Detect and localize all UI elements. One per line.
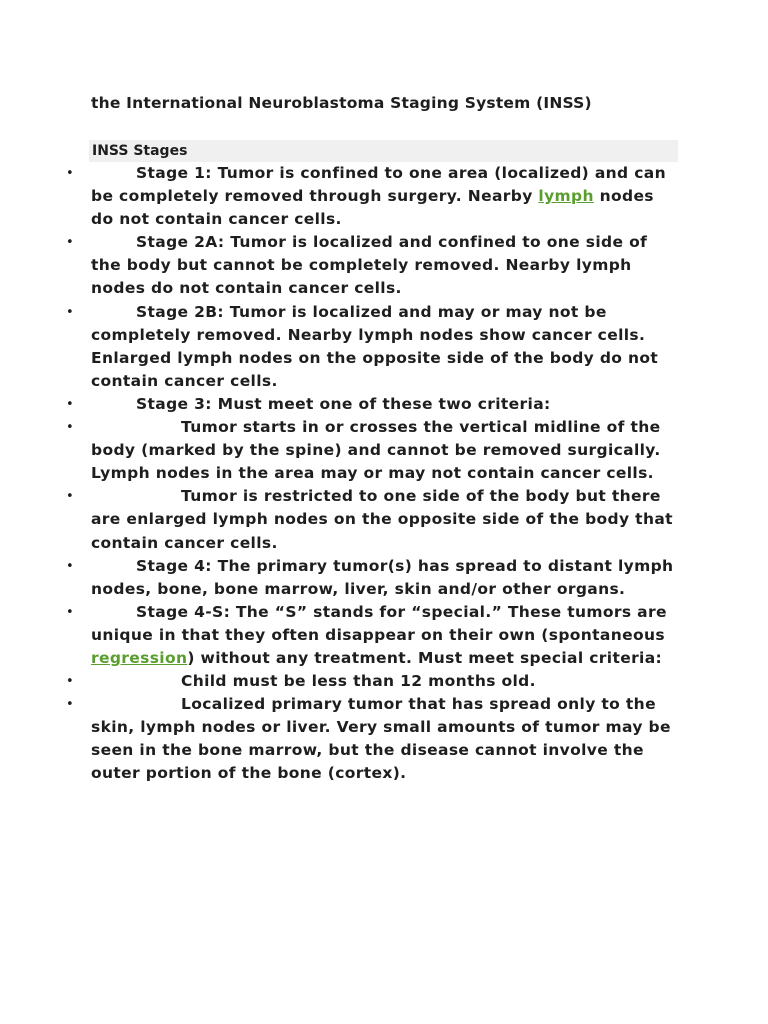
item-text: Child must be less than 12 months old. bbox=[181, 672, 536, 691]
item-text: Tumor is restricted to one side of the body but there are enlarged lymph nodes on the opposite side of the body that contain cancer cells. bbox=[91, 487, 673, 552]
list-item-stage-4s-criterion-2 bbox=[0, 693, 681, 785]
bullet-icon: • bbox=[66, 489, 75, 505]
bullet-icon: • bbox=[66, 396, 75, 412]
item-text: Tumor starts in or crosses the vertical midline of the body (marked by the spine) and cannot be removed surgically. Lymph nodes in the area may or may not contain cancer cells. bbox=[91, 418, 661, 483]
bullet-icon: • bbox=[66, 235, 75, 251]
item-text: Stage 4-S: The “S” stands for “special.” These tumors are unique in that they often disappear on their own (spontaneous bbox=[91, 602, 667, 644]
list-item-stage-3-criterion-1 bbox=[0, 416, 681, 485]
bullet-icon: • bbox=[66, 674, 75, 690]
list-item-stage-3 bbox=[0, 393, 681, 416]
bullet-icon: • bbox=[66, 166, 75, 181]
document-title: the International Neuroblastoma Staging System (INSS) bbox=[91, 94, 592, 112]
stage-list bbox=[0, 162, 768, 786]
list-item-stage-4s-criterion-1 bbox=[0, 670, 681, 693]
list-item-stage-2b bbox=[0, 301, 681, 393]
item-text: Stage 2A: Tumor is localized and confined to one side of the body but cannot be completely removed. Nearby lymph nodes do not contain cancer cells. bbox=[91, 233, 648, 298]
item-text: Stage 4: The primary tumor(s) has spread to distant lymph nodes, bone, bone marrow, liver, skin and/or other organs. bbox=[91, 556, 674, 598]
list-item-stage-3-criterion-2 bbox=[0, 485, 681, 554]
list-item-stage-2a bbox=[0, 231, 681, 300]
bullet-icon: • bbox=[66, 558, 75, 574]
item-text: ) without any treatment. Must meet special criteria: bbox=[187, 648, 663, 667]
regression-link[interactable]: regression bbox=[91, 648, 188, 667]
item-text: Stage 1: Tumor is confined to one area (localized) and can be completely removed through surgery. Nearby bbox=[91, 164, 666, 206]
list-item-stage-4s bbox=[0, 601, 681, 670]
bullet-icon: • bbox=[66, 604, 75, 620]
list-item-stage-4 bbox=[0, 555, 681, 601]
item-text: Stage 2B: Tumor is localized and may or may not be completely removed. Nearby lymph nodes show cancer cells. Enlarged lymph nodes on the opposite side of the body do not contain cancer cells. bbox=[91, 302, 659, 390]
lymph-link[interactable]: lymph bbox=[538, 187, 594, 206]
section-header: INSS Stages bbox=[89, 140, 678, 162]
list-item-stage-1 bbox=[0, 162, 681, 231]
item-text: nodes do not contain cancer cells. bbox=[91, 187, 654, 229]
item-text: Stage 3: Must meet one of these two criteria: bbox=[136, 394, 551, 413]
bullet-icon: • bbox=[66, 420, 75, 436]
bullet-icon: • bbox=[66, 697, 75, 713]
item-text: Localized primary tumor that has spread only to the skin, lymph nodes or liver. Very small amounts of tumor may be seen in the bone marrow, but the disease cannot involve the outer portion of the bone (cortex). bbox=[91, 695, 671, 783]
bullet-icon: • bbox=[66, 304, 75, 320]
